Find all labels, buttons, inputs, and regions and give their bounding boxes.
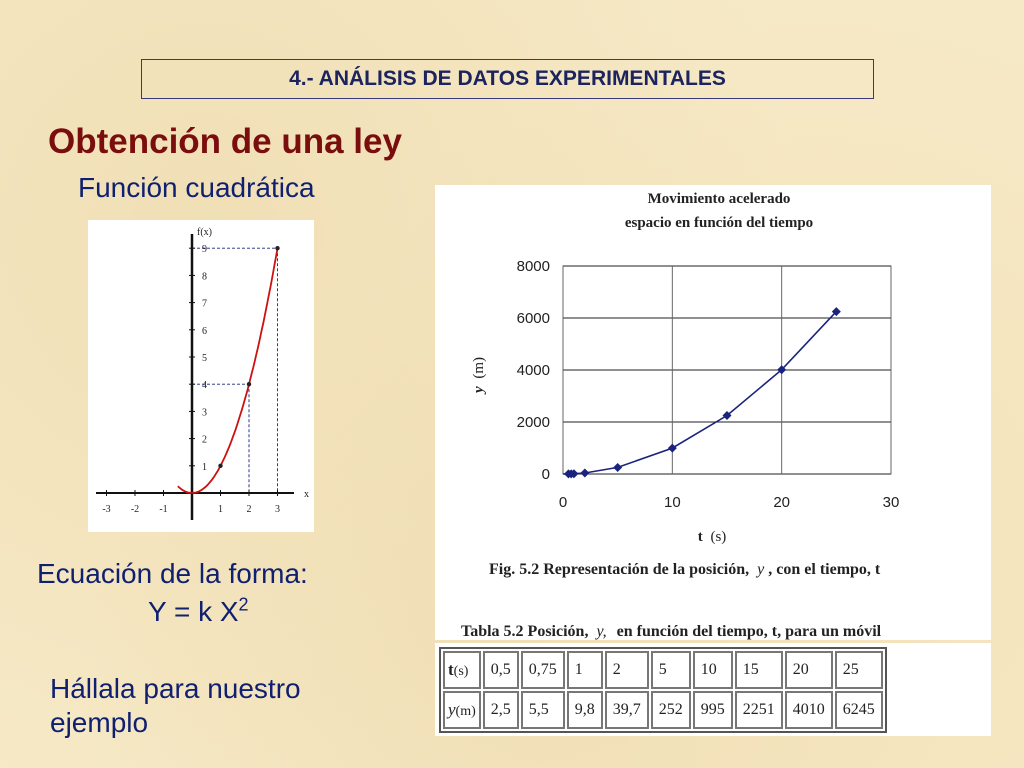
x-axis-unit: (s) bbox=[710, 529, 727, 545]
position-var: y bbox=[448, 700, 456, 719]
left-x-axis-label: x bbox=[304, 489, 309, 500]
table-cell: 0,75 bbox=[521, 651, 565, 689]
table-cell: 1 bbox=[567, 651, 603, 689]
x-tick-label: 20 bbox=[773, 494, 791, 511]
position-time-panel bbox=[435, 185, 991, 640]
section-header-text: 4.- ANÁLISIS DE DATOS EXPERIMENTALES bbox=[289, 67, 726, 90]
left-x-tick-label: -3 bbox=[102, 504, 111, 515]
y-axis-var: y bbox=[471, 386, 487, 394]
section-header bbox=[141, 59, 874, 99]
y-tick-label: 2000 bbox=[516, 414, 550, 431]
left-x-tick-label: 1 bbox=[218, 504, 223, 515]
table-row-time bbox=[443, 651, 883, 689]
left-data-point bbox=[218, 464, 222, 468]
position-time-chart bbox=[435, 185, 991, 640]
y-tick-label: 4000 bbox=[516, 362, 550, 379]
quadratic-graph-svg bbox=[88, 220, 314, 532]
table-caption bbox=[461, 623, 882, 640]
table-cell: 995 bbox=[693, 691, 733, 729]
x-tick-label: 30 bbox=[882, 494, 900, 511]
left-data-point bbox=[275, 246, 279, 250]
x-axis-title bbox=[698, 529, 727, 545]
y-tick-label: 8000 bbox=[516, 258, 550, 275]
figure-caption bbox=[489, 561, 881, 578]
table-cell: 252 bbox=[651, 691, 691, 729]
page-title: Obtención de una ley bbox=[48, 122, 402, 161]
left-x-tick-label: 2 bbox=[246, 504, 252, 515]
table-cell: 15 bbox=[735, 651, 783, 689]
quadratic-graph bbox=[88, 220, 314, 532]
x-axis-var: t bbox=[697, 529, 703, 545]
left-y-tick-label: 1 bbox=[202, 461, 207, 473]
table-cell: 10 bbox=[693, 651, 733, 689]
figure-caption-suffix: , con el tiempo, t bbox=[768, 561, 881, 578]
table-row-position bbox=[443, 691, 883, 729]
table-cell: 5 bbox=[651, 651, 691, 689]
data-table-panel bbox=[435, 643, 991, 736]
table-header-position bbox=[443, 691, 481, 729]
equation-formula-base: Y = k X bbox=[148, 596, 239, 627]
left-y-tick-label: 2 bbox=[202, 434, 207, 446]
x-tick-label: 10 bbox=[663, 494, 681, 511]
y-axis-title bbox=[471, 357, 487, 395]
equation-label: Ecuación de la forma: bbox=[37, 558, 308, 589]
left-x-tick-label: 3 bbox=[275, 504, 280, 515]
table-caption-suffix: en función del tiempo, t, para un móvil bbox=[616, 623, 882, 640]
left-y-tick-label: 6 bbox=[202, 325, 207, 337]
find-instruction-line-2: ejemplo bbox=[50, 707, 149, 738]
table-cell: 5,5 bbox=[521, 691, 565, 729]
figure-caption-prefix: Fig. 5.2 Representación de la posición, bbox=[489, 561, 750, 578]
svg-text:y (m) bbox=[471, 357, 487, 395]
figure-caption-var: y bbox=[757, 561, 765, 578]
equation-formula-exponent: 2 bbox=[238, 594, 249, 615]
time-unit: (s) bbox=[453, 664, 469, 679]
left-y-tick-label: 5 bbox=[202, 353, 207, 364]
chart-title-line-1: Movimiento acelerado bbox=[647, 191, 791, 207]
table-caption-var: y, bbox=[596, 623, 607, 640]
left-y-tick-label: 4 bbox=[202, 380, 207, 392]
y-tick-label: 6000 bbox=[516, 310, 550, 327]
x-tick-label: 0 bbox=[558, 494, 568, 511]
find-instruction-line-1: Hállala para nuestro bbox=[50, 673, 301, 704]
table-cell: 39,7 bbox=[605, 691, 649, 729]
table-cell: 9,8 bbox=[567, 691, 603, 729]
find-instruction bbox=[50, 672, 350, 740]
table-cell: 0,5 bbox=[483, 651, 519, 689]
table-cell: 4010 bbox=[785, 691, 833, 729]
left-x-tick-label: -1 bbox=[159, 504, 168, 515]
data-table bbox=[439, 647, 887, 733]
table-cell: 2251 bbox=[735, 691, 783, 729]
table-cell: 25 bbox=[835, 651, 883, 689]
table-cell: 2,5 bbox=[483, 691, 519, 729]
left-data-point bbox=[247, 382, 251, 386]
left-x-tick-label: -2 bbox=[130, 504, 140, 515]
time-var: t bbox=[448, 660, 454, 679]
left-y-tick-label: 3 bbox=[202, 407, 207, 419]
y-tick-label: 0 bbox=[541, 466, 550, 483]
table-cell: 2 bbox=[605, 651, 649, 689]
left-y-axis-label: f(x) bbox=[197, 227, 212, 238]
position-unit: (m) bbox=[455, 704, 476, 719]
table-cell: 20 bbox=[785, 651, 833, 689]
table-header-time bbox=[443, 651, 481, 689]
left-y-tick-label: 9 bbox=[202, 244, 207, 256]
table-cell: 6245 bbox=[835, 691, 883, 729]
left-y-tick-label: 7 bbox=[202, 298, 207, 310]
table-caption-prefix: Tabla 5.2 Posición, bbox=[461, 623, 589, 640]
y-axis-unit: (m) bbox=[471, 356, 487, 379]
page-subtitle: Función cuadrática bbox=[78, 172, 315, 203]
chart-title-line-2: espacio en función del tiempo bbox=[624, 215, 814, 231]
left-y-tick-label: 8 bbox=[202, 271, 207, 283]
equation-formula bbox=[148, 596, 249, 628]
